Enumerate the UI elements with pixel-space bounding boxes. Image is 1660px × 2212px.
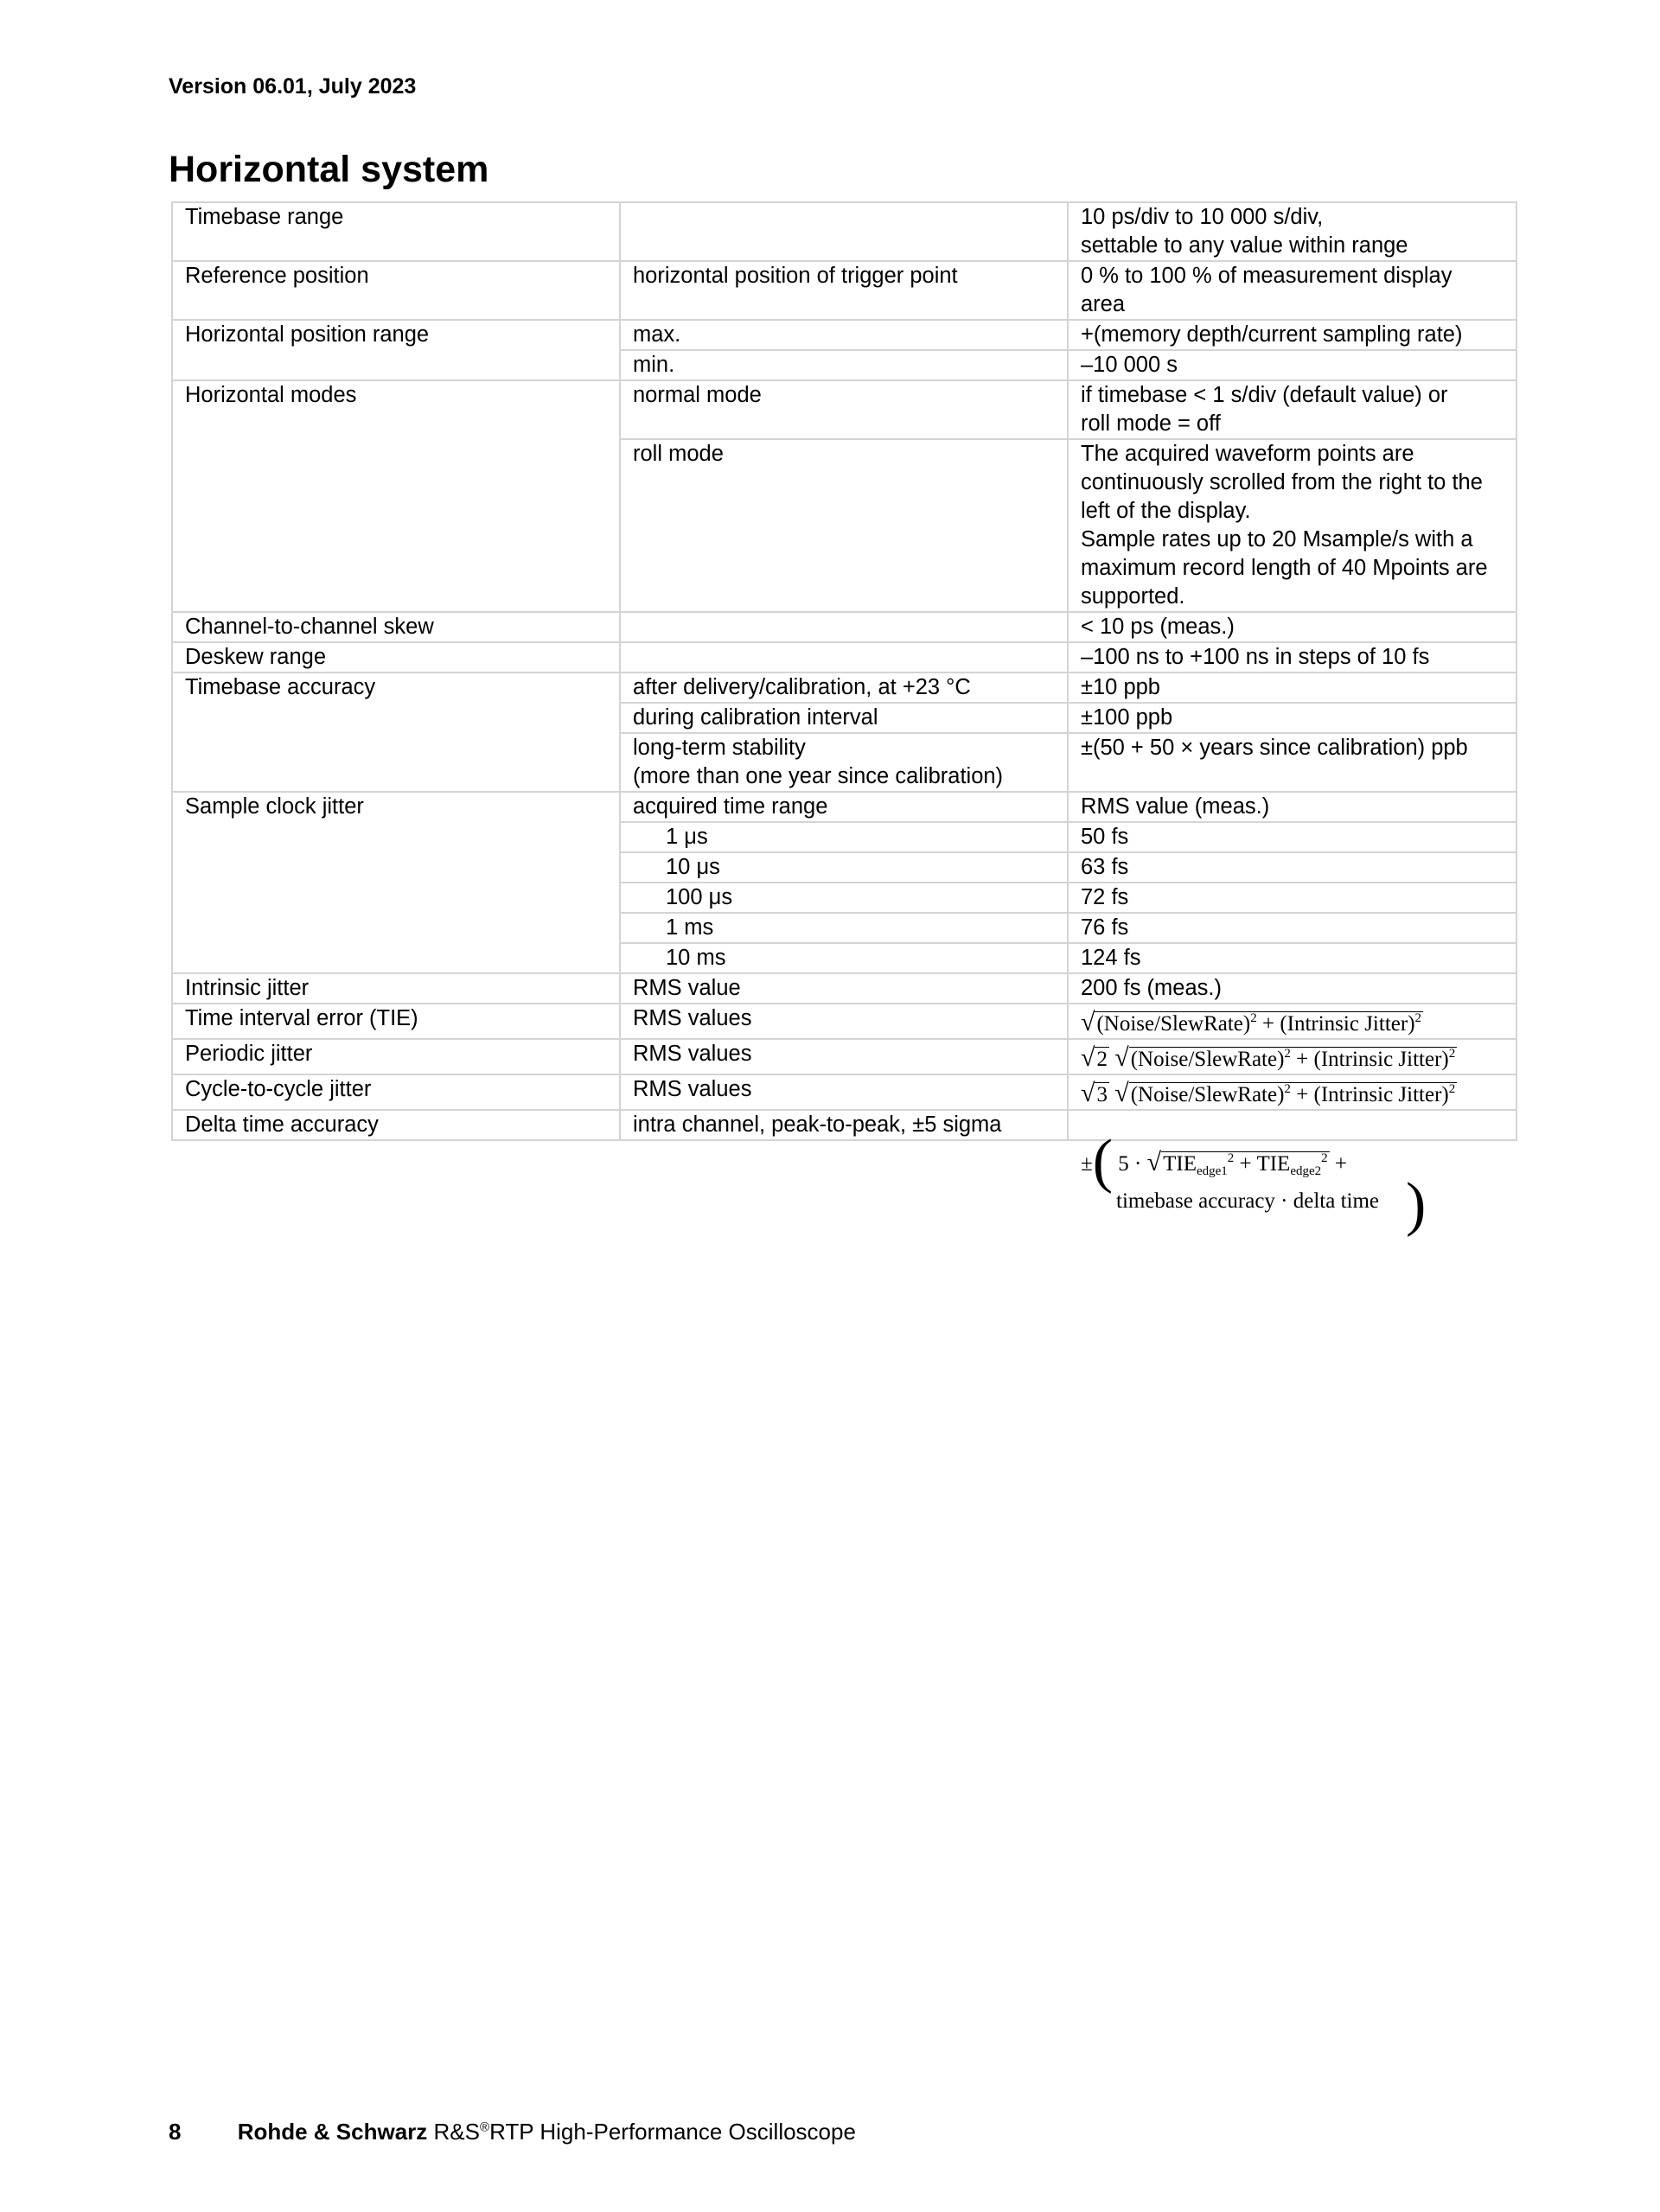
spec-value: settable to any value within range bbox=[1081, 233, 1408, 258]
spec-value: supported. bbox=[1081, 584, 1185, 609]
condition-text: (more than one year since calibration) bbox=[633, 764, 1004, 788]
spec-value: 10 ps/div to 10 000 s/div, bbox=[1081, 205, 1324, 229]
spec-value: 63 fs bbox=[1081, 855, 1129, 879]
spec-value: < 10 ps (meas.) bbox=[1081, 615, 1235, 639]
spec-value: RMS value (meas.) bbox=[1081, 794, 1270, 819]
param-label: Horizontal modes bbox=[185, 383, 357, 407]
condition-text: RMS value bbox=[633, 976, 741, 1000]
company-name: Rohde & Schwarz bbox=[237, 2119, 428, 2145]
param-label: Timebase range bbox=[185, 205, 344, 229]
table-row bbox=[172, 1004, 1516, 1039]
spec-value: –100 ns to +100 ns in steps of 10 fs bbox=[1081, 645, 1430, 669]
spec-value: 50 fs bbox=[1081, 825, 1129, 849]
condition-text: normal mode bbox=[633, 383, 762, 407]
page-number: 8 bbox=[169, 2119, 182, 2145]
param-label: Periodic jitter bbox=[185, 1042, 313, 1066]
tie-formula: √(Noise/SlewRate)$^2$ + (Intrinsic Jitter)$^2$ bbox=[1068, 1004, 1516, 1039]
periodic-jitter-formula: √2 √(Noise/SlewRate)$^2$ + (Intrinsic Jitter)$^2$ bbox=[1068, 1039, 1516, 1074]
condition-text: 100 μs bbox=[666, 885, 733, 909]
param-label: Delta time accuracy bbox=[185, 1112, 379, 1137]
table-row bbox=[172, 673, 1516, 703]
spec-value: ±10 ppb bbox=[1081, 675, 1160, 699]
param-label: Intrinsic jitter bbox=[185, 976, 310, 1000]
table-row bbox=[172, 261, 1516, 320]
version-header: Version 06.01, July 2023 bbox=[169, 74, 417, 99]
table-row bbox=[172, 380, 1516, 439]
condition-text: 10 ms bbox=[666, 946, 726, 970]
condition-text: min. bbox=[633, 353, 675, 377]
spec-value: ±100 ppb bbox=[1081, 705, 1173, 730]
spec-value: 76 fs bbox=[1081, 915, 1129, 940]
param-label: Channel-to-channel skew bbox=[185, 615, 434, 639]
spec-value: 200 fs (meas.) bbox=[1081, 976, 1222, 1000]
condition-text: acquired time range bbox=[633, 794, 828, 819]
condition-text: max. bbox=[633, 322, 681, 347]
product-name: RTP High-Performance Oscilloscope bbox=[489, 2119, 856, 2145]
page-footer bbox=[169, 2119, 856, 2145]
spec-value: if timebase < 1 s/div (default value) or bbox=[1081, 383, 1448, 407]
spec-value: +(memory depth/current sampling rate) bbox=[1081, 322, 1463, 347]
table-row bbox=[172, 1110, 1516, 1140]
spec-value: 72 fs bbox=[1081, 885, 1129, 909]
condition-text: RMS values bbox=[633, 1077, 752, 1101]
spec-value: The acquired waveform points are bbox=[1081, 442, 1414, 466]
condition-text: 1 μs bbox=[666, 825, 708, 849]
registered-mark: ® bbox=[480, 2120, 490, 2135]
param-label: Time interval error (TIE) bbox=[185, 1006, 418, 1030]
spec-value: –10 000 s bbox=[1081, 353, 1178, 377]
table-row bbox=[172, 642, 1516, 673]
delta-time-formula: ±( $5 \cdot √TIE_{edge1}^2 + TIE_{edge2}^2$ + timebase accuracy · delta time ) bbox=[1068, 1110, 1516, 1140]
param-label: Sample clock jitter bbox=[185, 794, 364, 819]
table-row bbox=[172, 1039, 1516, 1074]
spec-value: 124 fs bbox=[1081, 946, 1141, 970]
param-label: Cycle-to-cycle jitter bbox=[185, 1077, 372, 1101]
condition-text: intra channel, peak-to-peak, ±5 sigma bbox=[633, 1112, 1002, 1137]
spec-value: roll mode = off bbox=[1081, 411, 1221, 436]
condition-text: horizontal position of trigger point bbox=[633, 264, 958, 288]
product-prefix: R&S bbox=[433, 2119, 480, 2145]
table-row bbox=[172, 612, 1516, 642]
table-row bbox=[172, 973, 1516, 1004]
section-title: Horizontal system bbox=[169, 149, 489, 190]
spec-value: left of the display. bbox=[1081, 499, 1251, 523]
param-label: Timebase accuracy bbox=[185, 675, 376, 699]
table-row bbox=[172, 1074, 1516, 1110]
param-label: Reference position bbox=[185, 264, 369, 288]
table-row bbox=[172, 320, 1516, 350]
condition-text: RMS values bbox=[633, 1042, 752, 1066]
table-row bbox=[172, 202, 1516, 261]
spec-value: ±(50 + 50 × years since calibration) ppb bbox=[1081, 736, 1468, 760]
condition-text: after delivery/calibration, at +23 °C bbox=[633, 675, 971, 699]
cycle-jitter-formula: √3 √(Noise/SlewRate)$^2$ + (Intrinsic Jitter)$^2$ bbox=[1068, 1074, 1516, 1110]
condition-text: 1 ms bbox=[666, 915, 714, 940]
spec-value: 0 % to 100 % of measurement display bbox=[1081, 264, 1452, 288]
condition-text: roll mode bbox=[633, 442, 724, 466]
param-label: Horizontal position range bbox=[185, 322, 430, 347]
condition-text: RMS values bbox=[633, 1006, 752, 1030]
table-row bbox=[172, 792, 1516, 822]
param-label: Deskew range bbox=[185, 645, 326, 669]
spec-value: continuously scrolled from the right to the bbox=[1081, 470, 1483, 494]
spec-table bbox=[171, 201, 1517, 1238]
condition-text: during calibration interval bbox=[633, 705, 878, 730]
condition-text: 10 μs bbox=[666, 855, 720, 879]
spec-value: Sample rates up to 20 Msample/s with a bbox=[1081, 527, 1473, 551]
spec-value: maximum record length of 40 Mpoints are bbox=[1081, 556, 1488, 580]
spec-value: area bbox=[1081, 292, 1126, 316]
condition-text: long-term stability bbox=[633, 736, 806, 760]
